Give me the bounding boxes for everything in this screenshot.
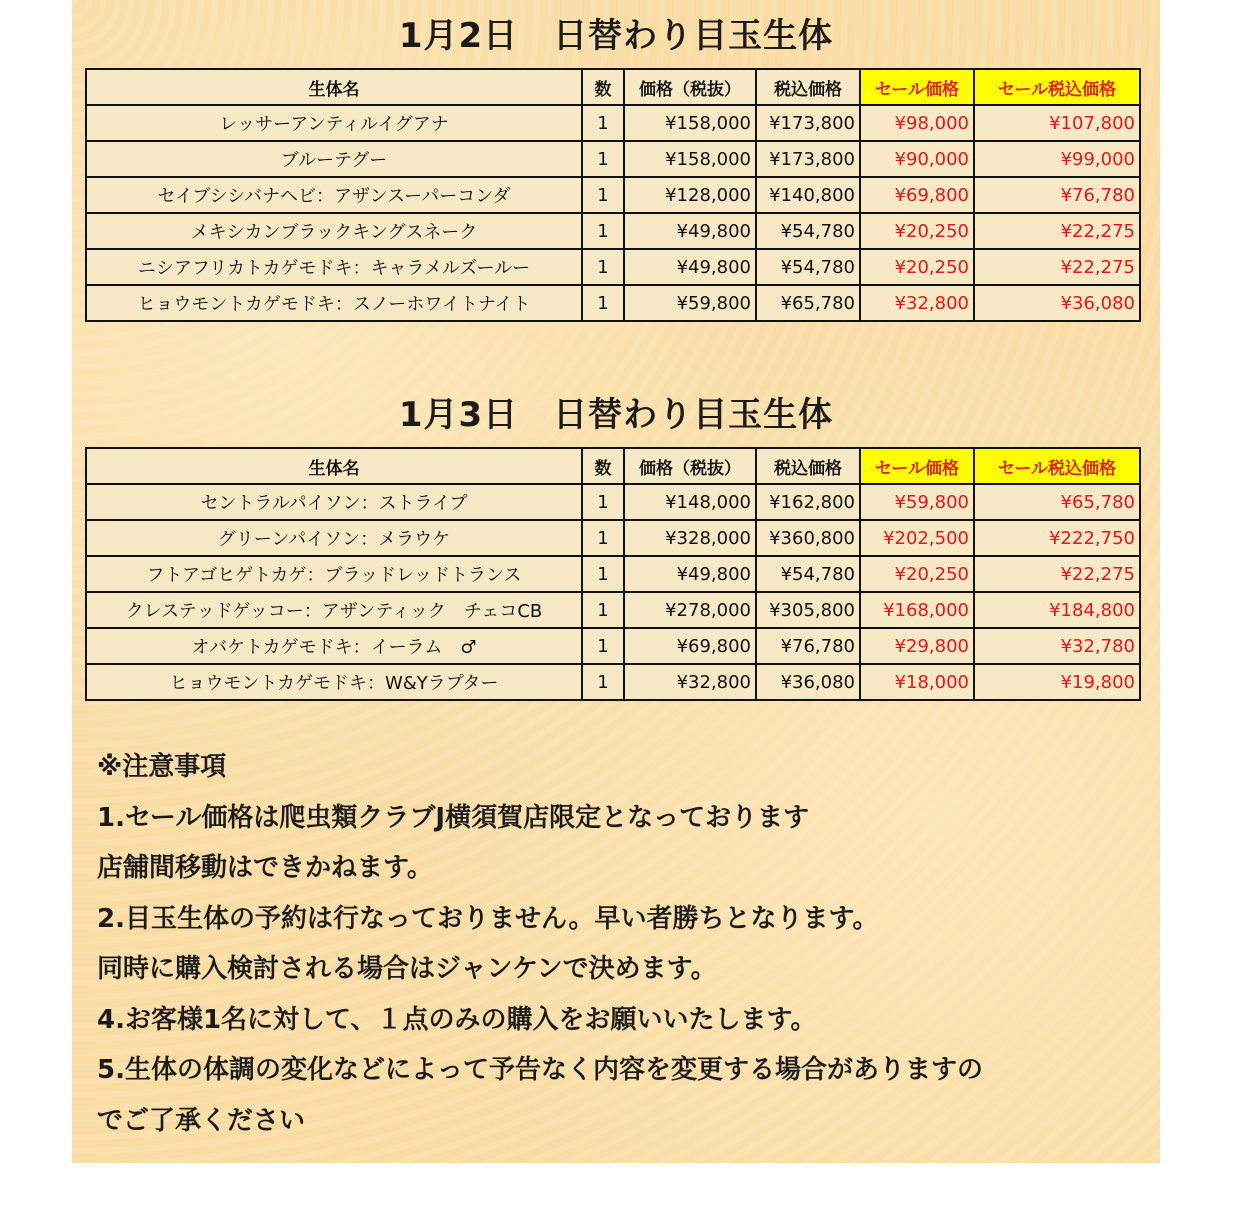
cell-tax-price: ¥162,800 <box>756 484 860 520</box>
cell-tax-price: ¥140,800 <box>756 177 860 213</box>
cell-sale-tax-price: ¥19,800 <box>974 664 1140 700</box>
cell-name: クレステッドゲッコー：アザンティック チェコCB <box>86 592 582 628</box>
table-header-row <box>86 448 1140 484</box>
cell-sale-tax-price: ¥222,750 <box>974 520 1140 556</box>
header-qty: 数 <box>582 448 624 484</box>
cell-qty: 1 <box>582 249 624 285</box>
cell-qty: 1 <box>582 177 624 213</box>
header-tax-price: 税込価格 <box>756 69 860 105</box>
sale-table-jan3 <box>85 447 1141 701</box>
cell-price: ¥158,000 <box>624 141 756 177</box>
cell-name: レッサーアンティルイグアナ <box>86 105 582 141</box>
cell-price: ¥148,000 <box>624 484 756 520</box>
sale-table-jan2 <box>85 68 1141 322</box>
cell-tax-price: ¥305,800 <box>756 592 860 628</box>
table-row <box>86 484 1140 520</box>
cell-sale-price: ¥18,000 <box>860 664 974 700</box>
cell-tax-price: ¥76,780 <box>756 628 860 664</box>
cell-qty: 1 <box>582 520 624 556</box>
header-name: 生体名 <box>86 69 582 105</box>
cell-sale-tax-price: ¥107,800 <box>974 105 1140 141</box>
cell-name: フトアゴヒゲトカゲ：ブラッドレッドトランス <box>86 556 582 592</box>
cell-price: ¥128,000 <box>624 177 756 213</box>
cell-sale-tax-price: ¥22,275 <box>974 249 1140 285</box>
cell-name: ブルーテグー <box>86 141 582 177</box>
notes-line: 同時に購入検討される場合はジャンケンで決めます。 <box>97 954 717 984</box>
cell-sale-price: ¥20,250 <box>860 213 974 249</box>
cell-sale-price: ¥90,000 <box>860 141 974 177</box>
notes-section <box>97 742 1147 1146</box>
cell-qty: 1 <box>582 285 624 321</box>
table-row <box>86 285 1140 321</box>
notes-line: 1.セール価格は爬虫類クラブJ横須賀店限定となっております <box>97 802 810 833</box>
header-price: 価格（税抜） <box>624 69 756 105</box>
table-row <box>86 141 1140 177</box>
notes-heading: ※注意事項 <box>97 752 227 782</box>
cell-sale-price: ¥59,800 <box>860 484 974 520</box>
cell-name: セイブシシバナヘビ：アザンスーパーコンダ <box>86 177 582 213</box>
sale-poster <box>72 0 1160 1163</box>
cell-price: ¥49,800 <box>624 213 756 249</box>
cell-sale-price: ¥202,500 <box>860 520 974 556</box>
cell-tax-price: ¥65,780 <box>756 285 860 321</box>
cell-sale-tax-price: ¥36,080 <box>974 285 1140 321</box>
cell-qty: 1 <box>582 556 624 592</box>
cell-name: グリーンパイソン：メラウケ <box>86 520 582 556</box>
cell-tax-price: ¥173,800 <box>756 105 860 141</box>
cell-sale-price: ¥32,800 <box>860 285 974 321</box>
cell-sale-tax-price: ¥184,800 <box>974 592 1140 628</box>
cell-tax-price: ¥54,780 <box>756 249 860 285</box>
cell-sale-price: ¥98,000 <box>860 105 974 141</box>
table-row <box>86 177 1140 213</box>
cell-price: ¥49,800 <box>624 249 756 285</box>
header-qty: 数 <box>582 69 624 105</box>
cell-name: ヒョウモントカゲモドキ：W&Yラプター <box>86 664 582 700</box>
cell-price: ¥158,000 <box>624 105 756 141</box>
cell-tax-price: ¥54,780 <box>756 556 860 592</box>
cell-name: オバケトカゲモドキ：イーラム ♂ <box>86 628 582 664</box>
table-row <box>86 213 1140 249</box>
table-row <box>86 556 1140 592</box>
section-title-jan2: 1月2日 日替わり目玉生体 <box>398 16 834 56</box>
cell-sale-price: ¥20,250 <box>860 556 974 592</box>
cell-name: ヒョウモントカゲモドキ：スノーホワイトナイト <box>86 285 582 321</box>
cell-tax-price: ¥54,780 <box>756 213 860 249</box>
cell-name: メキシカンブラックキングスネーク <box>86 213 582 249</box>
table-row <box>86 628 1140 664</box>
cell-price: ¥49,800 <box>624 556 756 592</box>
header-sale-price: セール価格 <box>860 69 974 105</box>
cell-tax-price: ¥173,800 <box>756 141 860 177</box>
section-title-jan3: 1月3日 日替わり目玉生体 <box>398 395 834 435</box>
cell-qty: 1 <box>582 592 624 628</box>
cell-price: ¥32,800 <box>624 664 756 700</box>
header-tax-price: 税込価格 <box>756 448 860 484</box>
cell-tax-price: ¥36,080 <box>756 664 860 700</box>
cell-qty: 1 <box>582 628 624 664</box>
cell-qty: 1 <box>582 484 624 520</box>
cell-sale-price: ¥168,000 <box>860 592 974 628</box>
table-row <box>86 592 1140 628</box>
cell-price: ¥69,800 <box>624 628 756 664</box>
cell-sale-price: ¥69,800 <box>860 177 974 213</box>
cell-qty: 1 <box>582 105 624 141</box>
table-row <box>86 520 1140 556</box>
notes-line: 4.お客様1名に対して、１点のみの購入をお願いいたします。 <box>97 1004 817 1035</box>
cell-price: ¥328,000 <box>624 520 756 556</box>
cell-qty: 1 <box>582 141 624 177</box>
cell-price: ¥59,800 <box>624 285 756 321</box>
header-price: 価格（税抜） <box>624 448 756 484</box>
header-sale-tax-price: セール税込価格 <box>974 448 1140 484</box>
notes-line: でご了承ください <box>97 1105 306 1136</box>
cell-sale-tax-price: ¥65,780 <box>974 484 1140 520</box>
cell-sale-price: ¥29,800 <box>860 628 974 664</box>
table-header-row <box>86 69 1140 105</box>
cell-tax-price: ¥360,800 <box>756 520 860 556</box>
cell-price: ¥278,000 <box>624 592 756 628</box>
cell-sale-price: ¥20,250 <box>860 249 974 285</box>
header-sale-tax-price: セール税込価格 <box>974 69 1140 105</box>
notes-line: 5.生体の体調の変化などによって予告なく内容を変更する場合がありますの <box>97 1055 983 1085</box>
header-name: 生体名 <box>86 448 582 484</box>
cell-name: セントラルパイソン：ストライプ <box>86 484 582 520</box>
notes-line: 2.目玉生体の予約は行なっておりません。早い者勝ちとなります。 <box>97 903 879 934</box>
notes-line: 店舗間移動はできかねます。 <box>97 853 433 883</box>
table-row <box>86 105 1140 141</box>
cell-sale-tax-price: ¥22,275 <box>974 213 1140 249</box>
header-sale-price: セール価格 <box>860 448 974 484</box>
cell-sale-tax-price: ¥76,780 <box>974 177 1140 213</box>
cell-name: ニシアフリカトカゲモドキ：キャラメルズールー <box>86 249 582 285</box>
table-row <box>86 664 1140 700</box>
cell-qty: 1 <box>582 664 624 700</box>
cell-sale-tax-price: ¥99,000 <box>974 141 1140 177</box>
table-row <box>86 249 1140 285</box>
cell-qty: 1 <box>582 213 624 249</box>
cell-sale-tax-price: ¥22,275 <box>974 556 1140 592</box>
cell-sale-tax-price: ¥32,780 <box>974 628 1140 664</box>
